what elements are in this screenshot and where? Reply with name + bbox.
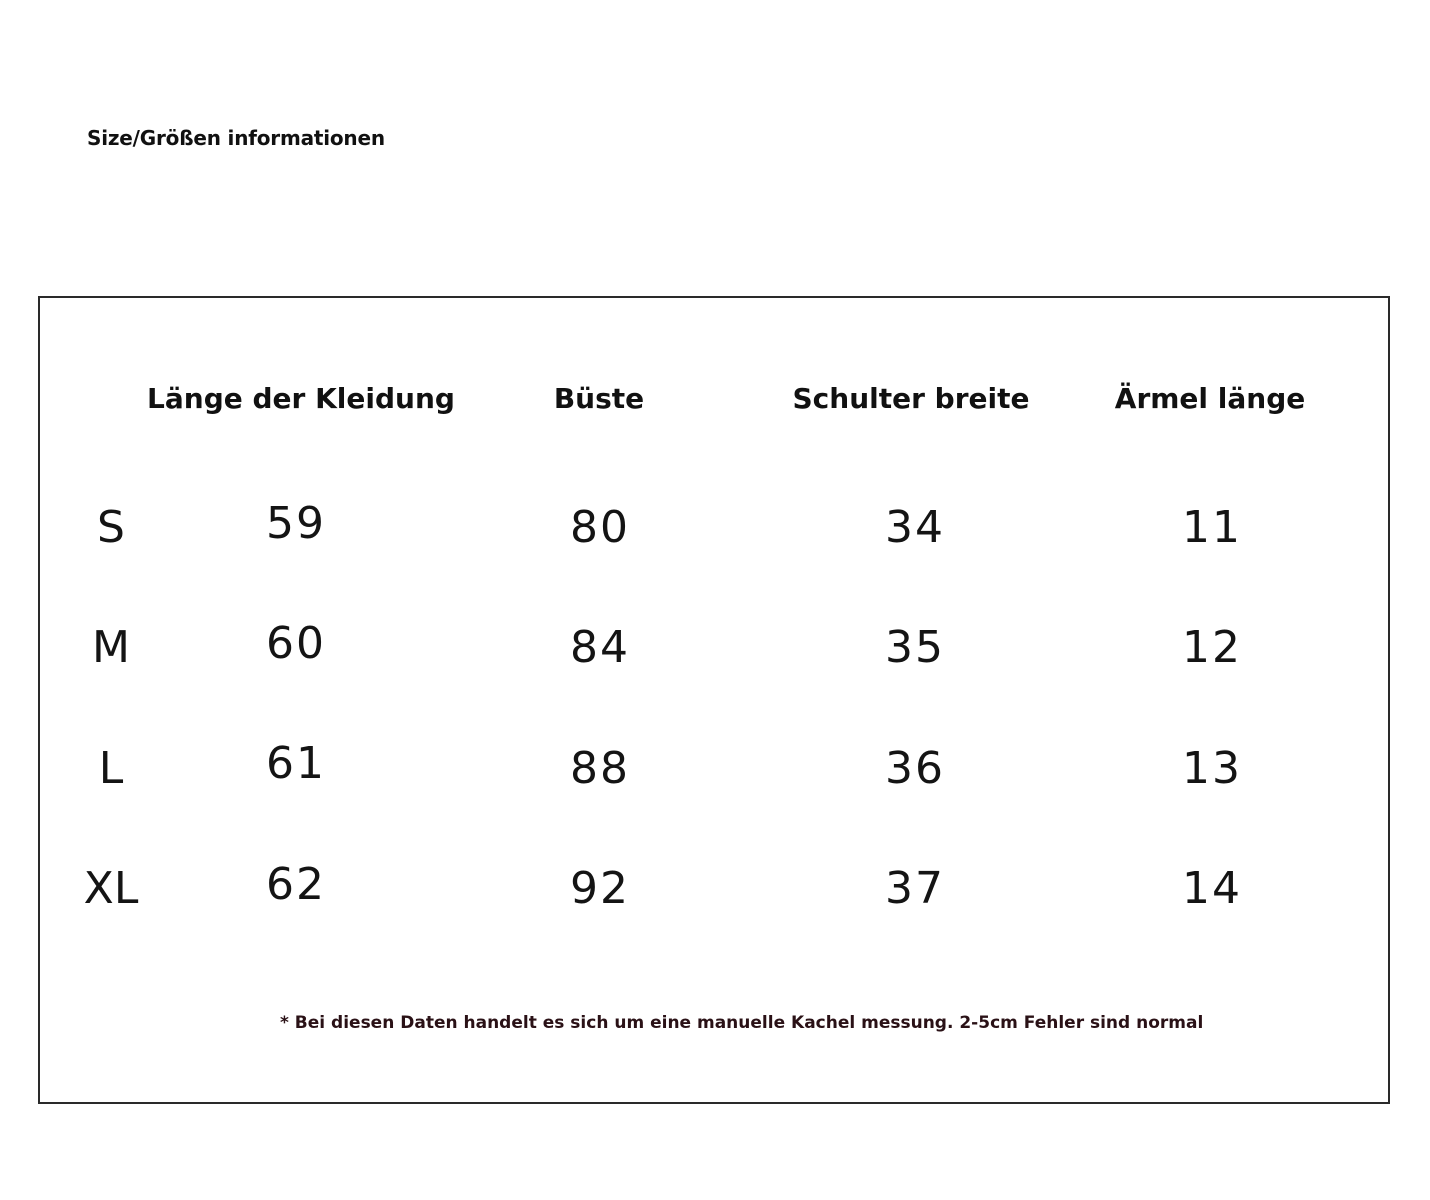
table-cell-length: 61 [266,738,326,789]
table-cell-bust: 80 [570,502,630,553]
size-label: L [98,743,124,794]
table-cell-length: 62 [266,859,326,910]
page-title: Size/Größen informationen [87,126,385,150]
table-cell-sleeve: 11 [1182,502,1242,553]
table-cell-shoulder: 34 [885,502,945,553]
column-header-bust: Büste [553,382,645,415]
column-header-length: Länge der Kleidung [147,382,455,415]
size-chart-frame [38,296,1390,1104]
column-header-shoulder: Schulter breite [792,382,1030,415]
table-cell-sleeve: 14 [1182,863,1242,914]
size-label: S [97,502,125,553]
size-label: M [92,622,130,673]
size-label: XL [83,863,139,914]
column-header-sleeve: Ärmel länge [1114,382,1306,415]
table-cell-shoulder: 35 [885,622,945,673]
table-cell-length: 60 [266,618,326,669]
table-cell-shoulder: 37 [885,863,945,914]
table-cell-bust: 88 [570,743,630,794]
table-cell-bust: 92 [570,863,630,914]
measurement-footnote: * Bei diesen Daten handelt es sich um eine manuelle Kachel messung. 2-5cm Fehler sind normal [280,1013,1204,1033]
table-cell-sleeve: 13 [1182,743,1242,794]
table-cell-shoulder: 36 [885,743,945,794]
table-cell-length: 59 [266,498,326,549]
table-cell-bust: 84 [570,622,630,673]
table-cell-sleeve: 12 [1182,622,1242,673]
